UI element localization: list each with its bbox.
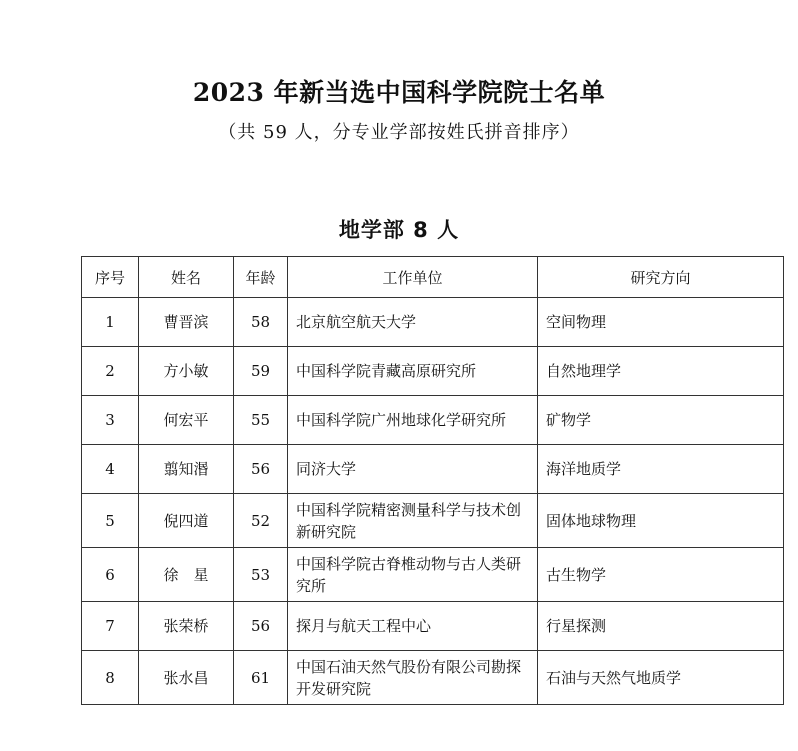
cell-name: 张荣桥 bbox=[139, 602, 234, 651]
header-age: 年龄 bbox=[234, 257, 288, 298]
cell-name: 方小敏 bbox=[139, 347, 234, 396]
cell-no: 6 bbox=[82, 548, 139, 602]
cell-no: 7 bbox=[82, 602, 139, 651]
table-row bbox=[82, 396, 784, 445]
cell-field: 矿物学 bbox=[538, 396, 784, 445]
header-field: 研究方向 bbox=[538, 257, 784, 298]
cell-unit: 同济大学 bbox=[288, 445, 538, 494]
cell-age: 59 bbox=[234, 347, 288, 396]
cell-age: 56 bbox=[234, 445, 288, 494]
cell-field: 行星探测 bbox=[538, 602, 784, 651]
table-row bbox=[82, 298, 784, 347]
cell-age: 56 bbox=[234, 602, 288, 651]
cell-no: 4 bbox=[82, 445, 139, 494]
cell-name: 张水昌 bbox=[139, 651, 234, 705]
cell-no: 5 bbox=[82, 494, 139, 548]
cell-unit: 中国石油天然气股份有限公司勘探开发研究院 bbox=[288, 651, 538, 705]
header-name: 姓名 bbox=[139, 257, 234, 298]
table-row bbox=[82, 602, 784, 651]
cell-field: 石油与天然气地质学 bbox=[538, 651, 784, 705]
page-subtitle: （共 59 人，分专业学部按姓氏拼音排序） bbox=[218, 122, 580, 143]
cell-age: 61 bbox=[234, 651, 288, 705]
table-row bbox=[82, 445, 784, 494]
header-no: 序号 bbox=[82, 257, 139, 298]
table-header-row bbox=[82, 257, 784, 298]
cell-name: 曹晋滨 bbox=[139, 298, 234, 347]
cell-no: 1 bbox=[82, 298, 139, 347]
cell-name: 何宏平 bbox=[139, 396, 234, 445]
cell-no: 3 bbox=[82, 396, 139, 445]
section-title: 地学部 8 人 bbox=[338, 218, 460, 242]
cell-unit: 中国科学院广州地球化学研究所 bbox=[288, 396, 538, 445]
page-title: 2023 年新当选中国科学院院士名单 bbox=[192, 78, 606, 107]
cell-field: 自然地理学 bbox=[538, 347, 784, 396]
cell-age: 55 bbox=[234, 396, 288, 445]
header-unit: 工作单位 bbox=[288, 257, 538, 298]
table-row bbox=[82, 347, 784, 396]
cell-name: 徐 星 bbox=[139, 548, 234, 602]
cell-age: 52 bbox=[234, 494, 288, 548]
cell-age: 53 bbox=[234, 548, 288, 602]
cell-field: 固体地球物理 bbox=[538, 494, 784, 548]
cell-unit: 中国科学院青藏高原研究所 bbox=[288, 347, 538, 396]
cell-unit: 中国科学院古脊椎动物与古人类研究所 bbox=[288, 548, 538, 602]
table-row bbox=[82, 548, 784, 602]
cell-name: 翦知湣 bbox=[139, 445, 234, 494]
cell-unit: 探月与航天工程中心 bbox=[288, 602, 538, 651]
cell-field: 空间物理 bbox=[538, 298, 784, 347]
cell-no: 2 bbox=[82, 347, 139, 396]
cell-field: 古生物学 bbox=[538, 548, 784, 602]
cell-no: 8 bbox=[82, 651, 139, 705]
cell-field: 海洋地质学 bbox=[538, 445, 784, 494]
cell-unit: 北京航空航天大学 bbox=[288, 298, 538, 347]
academician-table bbox=[81, 256, 784, 705]
cell-name: 倪四道 bbox=[139, 494, 234, 548]
cell-age: 58 bbox=[234, 298, 288, 347]
cell-unit: 中国科学院精密测量科学与技术创新研究院 bbox=[288, 494, 538, 548]
table-row bbox=[82, 651, 784, 705]
table-row bbox=[82, 494, 784, 548]
